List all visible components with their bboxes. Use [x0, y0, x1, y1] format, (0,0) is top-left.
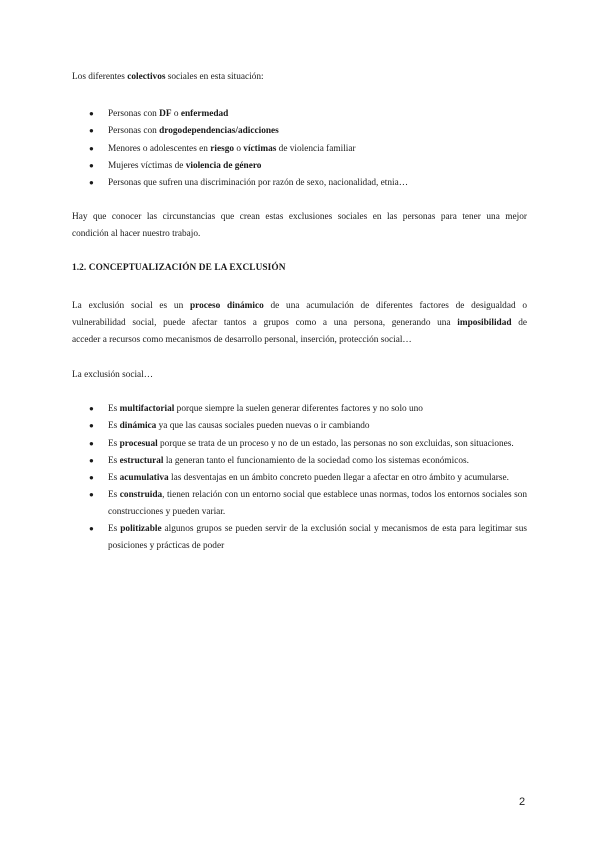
item-text: porque se trata de un proceso y no de un estado, las personas no son excluidas, son situaciones.: [157, 438, 514, 449]
item-text: Es: [108, 438, 120, 449]
paragraph-exclusion-line1: [72, 298, 527, 315]
item-text: Es: [108, 490, 120, 501]
bold-term: dinámica: [119, 421, 157, 432]
bullet-icon: ●: [89, 178, 94, 188]
list-item: [72, 453, 527, 470]
bold-term: riesgo: [210, 143, 234, 154]
colectivos-list: [72, 106, 527, 192]
bullet-icon: ●: [89, 126, 94, 136]
bold-term: violencia de género: [185, 160, 262, 171]
item-text: Es: [108, 404, 120, 414]
list-item: [72, 470, 527, 487]
section-heading: 1.2. CONCEPTUALIZACIÓN DE LA EXCLUSIÓN: [72, 263, 286, 273]
paragraph-exclusion-line2: [72, 315, 527, 332]
item-text: , tienen relación con un entorno social que establece unas normas, todos los entornos sociales son construcciones y pueden variar.: [108, 490, 527, 517]
item-text: Personas con: [108, 126, 160, 137]
bullet-icon: ●: [89, 455, 94, 465]
p2-l2-pre: vulnerabilidad social, puede afectar tantos a grupos como a una persona, generando una: [72, 318, 458, 328]
bold-term: politizable: [120, 524, 162, 535]
list-item: [72, 158, 527, 175]
item-text: de violencia familiar: [276, 143, 356, 154]
bullet-icon: ●: [89, 490, 94, 500]
item-text: ya que las causas sociales pueden nuevas o ir cambiando: [156, 421, 370, 432]
caracteristicas-list: [72, 401, 527, 555]
list-item: [72, 418, 527, 435]
bold-term: DF: [159, 109, 172, 119]
paragraph-circunstancias-line2: condición al hacer nuestro trabajo.: [72, 229, 201, 239]
paragraph-exclusion-line3: acceder a recursos como mecanismos de desarrollo personal, inserción, protección social…: [72, 335, 412, 345]
item-text: Mujeres víctimas de: [108, 160, 186, 171]
item-text: Personas que sufren una discriminación por razón de sexo, nacionalidad, etnia…: [108, 178, 408, 189]
bold-term: procesual: [119, 438, 158, 449]
item-text: Menores o adolescentes en: [108, 143, 211, 154]
list-item: [72, 141, 527, 158]
item-text: porque siempre la suelen generar diferentes factores y no solo uno: [174, 404, 423, 414]
bullet-icon: ●: [89, 438, 94, 448]
item-text: Es: [108, 421, 120, 432]
intro-text-end: sociales en esta situación:: [165, 72, 264, 82]
bullet-icon: ●: [89, 143, 94, 153]
item-text: Personas con: [108, 109, 160, 119]
bullet-icon: ●: [89, 160, 94, 170]
item-text: la generan tanto el funcionamiento de la sociedad como los sistemas económicos.: [163, 455, 469, 466]
page-number: 2: [519, 796, 526, 808]
bullet-icon: ●: [89, 473, 94, 483]
item-text: algunos grupos se pueden servir de la exclusión social y mecanismos de esta para legitimar sus posiciones y prácticas de poder: [108, 524, 527, 551]
item-text: o: [171, 109, 181, 119]
list-item: [72, 401, 527, 418]
p2-l1-pre: La exclusión social es un: [72, 301, 190, 311]
bold-term: estructural: [119, 455, 164, 466]
bullet-icon: ●: [89, 404, 94, 413]
item-text: las desventajas en un ámbito concreto pueden llegar a afectar en otro ámbito y acumularse.: [168, 473, 509, 484]
list-item: [72, 521, 527, 554]
bold-term: acumulativa: [119, 473, 169, 484]
list-item: [72, 436, 527, 453]
bold-term: construida: [119, 490, 163, 501]
paragraph-exclusion-social: La exclusión social…: [72, 370, 154, 380]
intro-paragraph: [72, 69, 527, 86]
paragraph-circunstancias-line1: Hay que conocer las circunstancias que crean estas exclusiones sociales en las personas para tener una mejor: [72, 212, 527, 222]
p2-l1-bold: proceso dinámico: [190, 301, 264, 311]
intro-bold: colectivos: [127, 72, 166, 82]
item-text: Es: [108, 524, 121, 535]
intro-text: Los diferentes: [72, 72, 128, 82]
item-text: o: [234, 143, 244, 154]
bold-term: enfermedad: [180, 109, 229, 119]
p2-l1-post: de una acumulación de diferentes factores de desigualdad o: [263, 301, 528, 311]
bullet-icon: ●: [89, 109, 94, 118]
item-text: Es: [108, 455, 120, 466]
bullet-icon: ●: [89, 421, 94, 431]
bold-term: multifactorial: [119, 404, 175, 414]
list-item: [72, 106, 527, 123]
bold-term: víctimas: [243, 143, 277, 154]
bold-term: drogodependencias/adicciones: [159, 126, 279, 137]
item-text: Es: [108, 473, 120, 484]
p2-l2-bold: imposibilidad: [457, 318, 512, 328]
list-item: [72, 487, 527, 520]
p2-l2-post: de: [511, 318, 528, 328]
bullet-icon: ●: [89, 524, 94, 534]
list-item: [72, 123, 527, 140]
list-item: [72, 175, 527, 192]
